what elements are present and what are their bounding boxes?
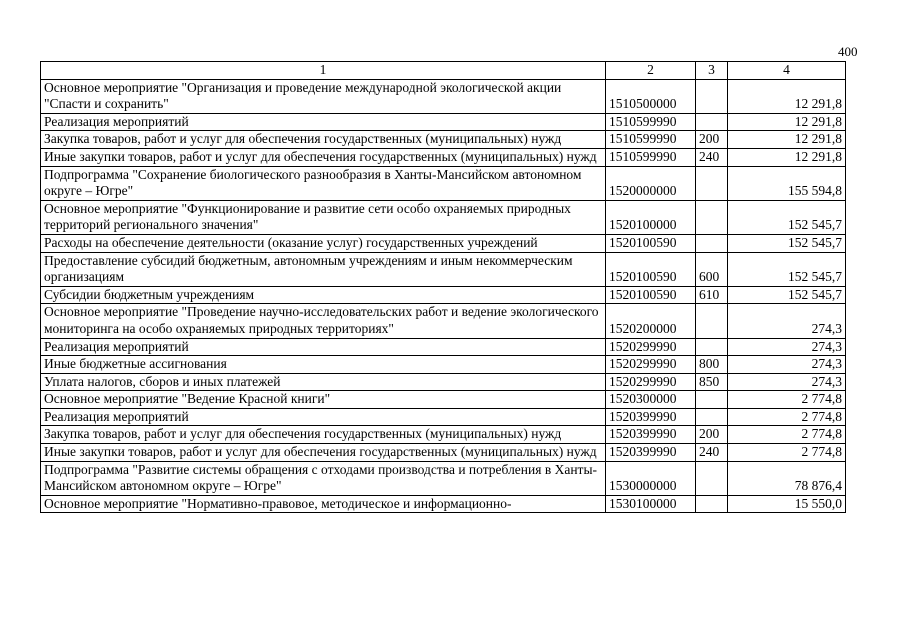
row-code-cell: 1530100000 [606, 495, 696, 513]
row-code-cell: 1520200000 [606, 304, 696, 338]
row-sum-cell: 274,3 [728, 356, 846, 374]
row-type-cell: 200 [696, 131, 728, 149]
table-row [41, 113, 846, 131]
row-name-cell: Реализация мероприятий [41, 338, 606, 356]
row-type-cell [696, 166, 728, 200]
row-code-cell: 1520100590 [606, 252, 696, 286]
row-sum-cell: 78 876,4 [728, 461, 846, 495]
table-row [41, 461, 846, 495]
table-row [41, 304, 846, 338]
row-sum-cell: 2 774,8 [728, 426, 846, 444]
row-sum-cell: 274,3 [728, 338, 846, 356]
row-sum-cell: 152 545,7 [728, 200, 846, 234]
header-col-2: 2 [606, 62, 696, 80]
row-type-cell: 240 [696, 444, 728, 462]
header-col-3: 3 [696, 62, 728, 80]
table-row [41, 286, 846, 304]
row-name-cell: Основное мероприятие "Проведение научно-исследовательских работ и ведение экологического мониторинга на особо охраняемых природных территориях" [41, 304, 606, 338]
row-name-cell: Субсидии бюджетным учреждениям [41, 286, 606, 304]
row-name-cell: Иные бюджетные ассигнования [41, 356, 606, 374]
row-name-cell: Уплата налогов, сборов и иных платежей [41, 373, 606, 391]
table-row [41, 148, 846, 166]
table-row [41, 131, 846, 149]
row-type-cell [696, 200, 728, 234]
row-name-cell: Основное мероприятие "Нормативно-правовое, методическое и информационно- [41, 495, 606, 513]
row-sum-cell: 12 291,8 [728, 113, 846, 131]
row-type-cell [696, 234, 728, 252]
header-col-4: 4 [728, 62, 846, 80]
table-header-row [41, 62, 846, 80]
table-row [41, 234, 846, 252]
table-row [41, 444, 846, 462]
table-row [41, 495, 846, 513]
row-type-cell [696, 113, 728, 131]
table-row [41, 373, 846, 391]
row-sum-cell: 152 545,7 [728, 234, 846, 252]
row-sum-cell: 274,3 [728, 304, 846, 338]
table-row [41, 79, 846, 113]
row-name-cell: Расходы на обеспечение деятельности (оказание услуг) государственных учреждений [41, 234, 606, 252]
row-code-cell: 1520399990 [606, 408, 696, 426]
row-type-cell: 600 [696, 252, 728, 286]
row-type-cell [696, 461, 728, 495]
row-code-cell: 1520399990 [606, 444, 696, 462]
row-type-cell [696, 408, 728, 426]
table-row [41, 356, 846, 374]
table-row [41, 391, 846, 409]
row-code-cell: 1520100590 [606, 286, 696, 304]
row-name-cell: Закупка товаров, работ и услуг для обеспечения государственных (муниципальных) нужд [41, 426, 606, 444]
row-type-cell: 800 [696, 356, 728, 374]
row-code-cell: 1510599990 [606, 131, 696, 149]
row-sum-cell: 155 594,8 [728, 166, 846, 200]
row-type-cell [696, 495, 728, 513]
row-code-cell: 1520299990 [606, 373, 696, 391]
row-name-cell: Иные закупки товаров, работ и услуг для обеспечения государственных (муниципальных) нужд [41, 148, 606, 166]
row-sum-cell: 2 774,8 [728, 444, 846, 462]
row-code-cell: 1510599990 [606, 113, 696, 131]
row-sum-cell: 2 774,8 [728, 408, 846, 426]
row-code-cell: 1520100000 [606, 200, 696, 234]
row-sum-cell: 274,3 [728, 373, 846, 391]
row-code-cell: 1510500000 [606, 79, 696, 113]
table-row [41, 338, 846, 356]
row-type-cell: 610 [696, 286, 728, 304]
row-name-cell: Иные закупки товаров, работ и услуг для обеспечения государственных (муниципальных) нужд [41, 444, 606, 462]
row-type-cell: 240 [696, 148, 728, 166]
row-type-cell [696, 304, 728, 338]
table-row [41, 408, 846, 426]
row-sum-cell: 152 545,7 [728, 286, 846, 304]
row-code-cell: 1520299990 [606, 338, 696, 356]
budget-table [40, 61, 846, 513]
row-code-cell: 1520100590 [606, 234, 696, 252]
row-name-cell: Реализация мероприятий [41, 113, 606, 131]
row-code-cell: 1520299990 [606, 356, 696, 374]
row-type-cell [696, 391, 728, 409]
row-name-cell: Основное мероприятие "Функционирование и развитие сети особо охраняемых природных территорий регионального значения" [41, 200, 606, 234]
row-name-cell: Закупка товаров, работ и услуг для обеспечения государственных (муниципальных) нужд [41, 131, 606, 149]
row-name-cell: Основное мероприятие "Организация и проведение международной экологической акции "Спасти и сохранить" [41, 79, 606, 113]
row-sum-cell: 2 774,8 [728, 391, 846, 409]
table-body [41, 79, 846, 513]
row-name-cell: Подпрограмма "Сохранение биологического разнообразия в Ханты-Мансийском автономном округе – Югре" [41, 166, 606, 200]
row-code-cell: 1530000000 [606, 461, 696, 495]
row-sum-cell: 15 550,0 [728, 495, 846, 513]
row-sum-cell: 12 291,8 [728, 131, 846, 149]
row-code-cell: 1520000000 [606, 166, 696, 200]
row-type-cell: 200 [696, 426, 728, 444]
row-code-cell: 1520300000 [606, 391, 696, 409]
row-type-cell [696, 79, 728, 113]
row-code-cell: 1520399990 [606, 426, 696, 444]
row-type-cell: 850 [696, 373, 728, 391]
table-row [41, 166, 846, 200]
table-row [41, 252, 846, 286]
row-name-cell: Предоставление субсидий бюджетным, автономным учреждениям и иным некоммерческим организациям [41, 252, 606, 286]
row-sum-cell: 12 291,8 [728, 148, 846, 166]
header-col-1: 1 [41, 62, 606, 80]
row-name-cell: Основное мероприятие "Ведение Красной книги" [41, 391, 606, 409]
row-type-cell [696, 338, 728, 356]
table-row [41, 426, 846, 444]
row-name-cell: Подпрограмма "Развитие системы обращения с отходами производства и потребления в Ханты-Мансийском автономном округе – Югре" [41, 461, 606, 495]
row-sum-cell: 152 545,7 [728, 252, 846, 286]
table-row [41, 200, 846, 234]
row-name-cell: Реализация мероприятий [41, 408, 606, 426]
page-number: 400 [838, 44, 858, 59]
row-sum-cell: 12 291,8 [728, 79, 846, 113]
row-code-cell: 1510599990 [606, 148, 696, 166]
